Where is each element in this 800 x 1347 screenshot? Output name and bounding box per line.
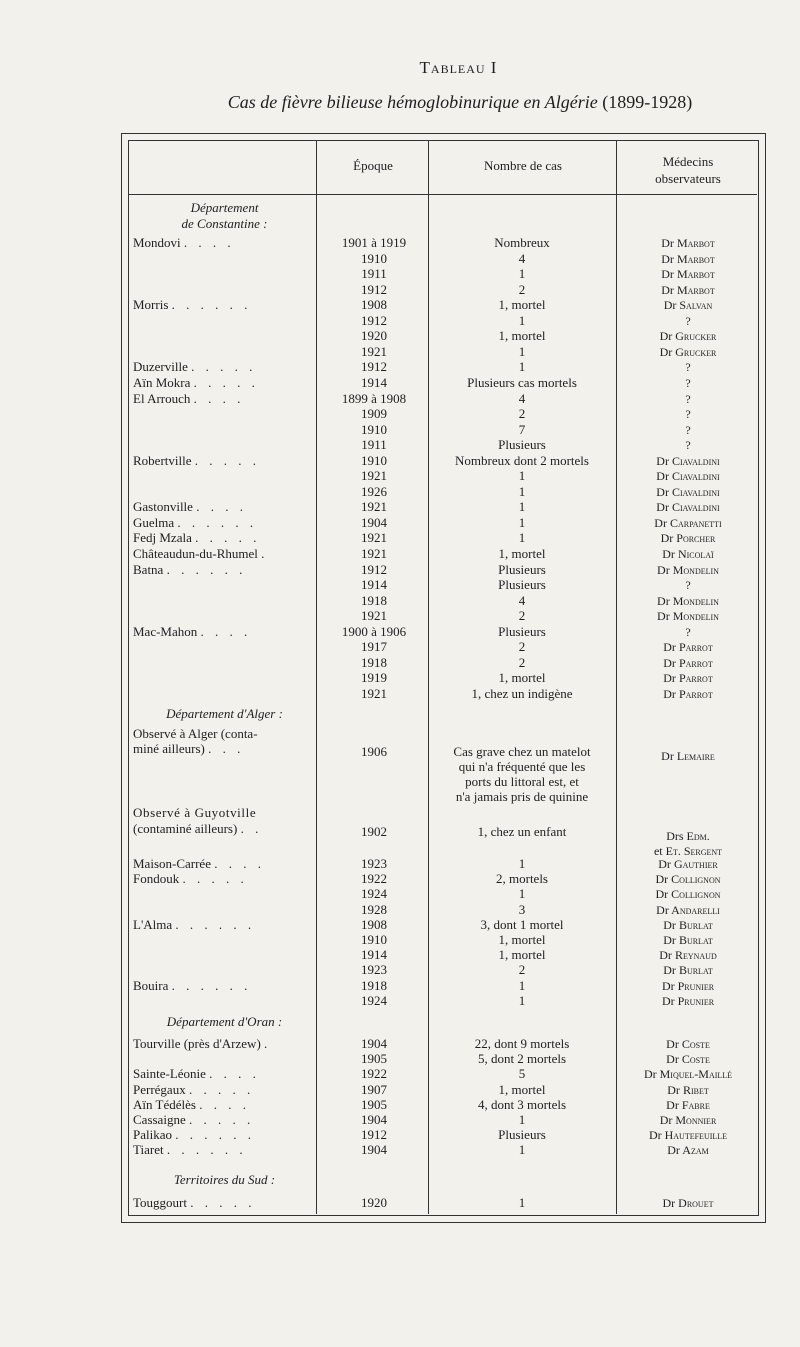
cell-lieu: Perrégaux . . . . . [133,1081,255,1097]
cell-medecin: Dr Grucker [659,344,717,359]
cell-lieu: Palikao . . . . . . [133,1127,255,1143]
table-title: Tableau I [419,58,498,77]
cell-medecin: Dr Collignon [655,887,721,902]
cell-epoque: 1904 [361,1142,387,1158]
cell-epoque: 1911 [361,437,387,453]
cell-medecin: ? [685,391,691,406]
leader-dots: . . . . [200,623,252,639]
cell-medecin: ? [685,407,691,422]
cell-epoque: 1923 [361,962,387,978]
header-medecins: Médecins observateurs [655,154,721,186]
cell-epoque: 1924 [361,992,387,1008]
cell-epoque: 1920 [361,328,387,344]
cell-epoque: 1908 [361,916,387,932]
cell-medecin: Dr Azam [667,1143,709,1158]
cell-nombre: 22, dont 9 mortels [474,1036,570,1051]
cell-medecin: Dr Ciavaldini [656,469,720,484]
cell-lieu: Tiaret . . . . . . [133,1142,247,1158]
table-subtitle: Cas de fièvre bilieuse hémoglobinurique en Algérie (1899-1928) [227,92,693,112]
cell-lieu: Gastonville . . . . [133,499,247,515]
cell-epoque: 1918 [361,977,387,993]
cell-epoque: 1904 [361,1036,387,1051]
cell-epoque: 1904 [361,1112,387,1127]
cell-epoque: 1914 [361,947,387,963]
cell-nombre: Plusieurs [498,623,546,639]
cell-epoque: 1901 à 1919 [341,235,407,250]
cell-lieu: Cassaigne . . . . . [133,1112,255,1127]
cell-medecin: Dr Mondelin [657,593,719,608]
cell-epoque: 1918 [361,592,387,608]
leader-dots: . . . . . [195,530,261,546]
leader-dots: . [264,1036,272,1051]
cell-medecin: Dr Hautefeuille [648,1128,728,1143]
cell-medecin: Dr Prunier [661,978,715,993]
cell-epoque: 1926 [361,483,387,499]
cell-medecin: Dr Lemaire [661,749,715,763]
cell-epoque: 1921 [361,468,387,484]
department-constantine: Département de Constantine : [181,200,268,231]
cell-epoque: 1899 à 1908 [341,390,407,406]
leader-dots: . . . . . . [175,916,256,932]
leader-dots: . . . . . [188,1112,255,1127]
cell-nombre: Nombreux [494,235,550,250]
cell-nombre: Nombreux dont 2 mortels [455,452,589,468]
cell-medecin: Dr Gauthier [658,857,718,871]
cell-epoque: 1908 [361,297,387,313]
cell-nombre: 1, mortel [498,328,546,344]
column-divider [616,141,617,1214]
cell-epoque: 1910 [361,421,387,437]
cell-epoque: 1912 [361,312,387,328]
cell-epoque: 1924 [361,886,387,902]
cell-medecin: Dr Parrot [663,671,713,686]
department-sud: Territoires du Sud : [173,1172,276,1187]
cell-nombre: 4 [518,250,526,266]
cell-medecin: ? [685,624,691,639]
cell-epoque: 1921 [361,685,387,701]
cell-epoque: 1905 [361,1051,387,1067]
cell-epoque: 1914 [361,577,387,593]
cell-medecin: Dr Marbot [661,251,715,266]
cell-lieu: Bouira . . . . . . [133,977,252,993]
leader-dots: . . . . . . [171,297,252,313]
cell-nombre: 1, mortel [498,1081,546,1097]
cell-nombre: 1 [518,359,526,375]
cell-medecin: Dr Mondelin [657,562,719,577]
cell-medecin: Dr Ciavaldini [656,500,720,515]
cell-medecin: Dr Mondelin [657,609,719,624]
cell-nombre: 1 [518,499,526,515]
cell-lieu: Robertville . . . . . [133,452,260,468]
cell-nombre: 3, dont 1 mortel [480,916,564,932]
cell-nombre: 7 [518,421,526,437]
leader-dots: . . . . [196,499,247,515]
leader-dots: . . [240,821,263,836]
cell-medecin: Dr Marbot [661,236,715,250]
cell-nombre: Cas grave chez un matelot [453,744,591,759]
cell-epoque: 1912 [361,561,387,577]
cell-nombre: Plusieurs [498,1127,546,1143]
header-epoque: Époque [353,158,393,173]
cell-epoque: 1920 [361,1195,387,1210]
cell-nombre: n'a jamais pris de quinine [455,789,589,804]
cell-nombre: Plusieurs cas mortels [467,374,577,390]
cell-lieu: Aïn Tédélès . . . . [133,1096,250,1112]
cell-medecin: Dr Coste [666,1037,710,1051]
header-divider [129,194,757,195]
cell-medecin: Drs Edm. [666,829,710,843]
cell-medecin: Dr Parrot [663,655,713,670]
cell-epoque: 1921 [361,499,387,515]
cell-epoque: 1912 [361,1127,387,1143]
cell-epoque: 1910 [361,452,387,468]
cell-epoque: 1917 [361,639,387,655]
leader-dots: . . . . . [193,374,259,390]
cell-lieu: Duzerville . . . . . [133,359,257,375]
cell-nombre: 1 [518,266,526,282]
cell-lieu: Mac-Mahon . . . . [133,623,252,639]
department-oran: Département d'Oran : [166,1014,283,1029]
cell-epoque: 1923 [361,856,387,871]
cell-epoque: 1900 à 1906 [341,623,407,639]
cell-nombre: 2 [518,608,526,624]
cell-medecin: Dr Fabre [666,1097,710,1112]
header-nombre: Nombre de cas [484,158,562,173]
cell-lieu: (contaminé ailleurs) . . [133,821,263,836]
cell-nombre: 2, mortels [496,871,548,887]
cell-nombre: 5 [518,1066,526,1082]
cell-nombre: Plusieurs [498,561,546,577]
cell-lieu: miné ailleurs) . . . [133,741,245,756]
cell-nombre: 3 [518,901,526,917]
cell-lieu: Fedj Mzala . . . . . [133,530,261,546]
leader-dots: . . . . . . [171,977,252,993]
cell-epoque: 1928 [361,901,387,917]
leader-dots: . . . . [193,390,245,406]
cell-lieu: Batna . . . . . . [133,561,247,577]
cell-medecin: Dr Salvan [663,298,713,313]
cell-medecin: Dr Burlat [663,933,713,947]
cell-medecin: Dr Marbot [661,282,715,297]
leader-dots: . . . . . . [177,514,258,530]
cell-epoque: 1911 [361,266,387,282]
cell-epoque: 1909 [361,406,387,422]
cell-lieu: L'Alma . . . . . . [133,916,256,932]
cell-nombre: 2 [518,654,526,670]
cell-nombre: Plusieurs [498,437,546,453]
leader-dots: . . . . . . [166,561,247,577]
leader-dots: . . . . [199,1096,250,1112]
cell-nombre: 2 [518,406,526,422]
cell-lieu: Observé à Alger (conta- [133,726,258,741]
cell-epoque: 1907 [361,1081,387,1097]
cell-nombre: Plusieurs [498,577,546,593]
cell-medecin: Dr Marbot [661,267,715,282]
cell-medecin: Dr Parrot [663,640,713,655]
cell-medecin: ? [685,422,691,437]
leader-dots: . . . . [183,235,235,250]
cell-medecin: Dr Collignon [655,872,721,887]
leader-dots: . . . . . [190,1195,256,1210]
cell-epoque: 1912 [361,281,387,297]
cell-epoque: 1919 [361,670,387,686]
cell-epoque: 1904 [361,514,387,530]
cell-nombre: 1 [518,1142,526,1158]
cell-nombre: 1, mortel [498,947,546,963]
cell-nombre: 2 [518,962,526,978]
leader-dots: . . . . [209,1066,260,1082]
cell-medecin: Dr Nicolaï [662,547,714,561]
cell-nombre: 2 [518,281,526,297]
cell-nombre: 1, chez un indigène [471,685,573,701]
cell-epoque: 1905 [361,1096,387,1112]
cell-medecin: Dr Prunier [661,993,715,1008]
cell-lieu: Guelma . . . . . . [133,514,258,530]
cell-epoque: 1914 [361,374,387,390]
cell-epoque: 1922 [361,871,387,887]
leader-dots: . . . . . [182,871,248,887]
cell-nombre: 1 [518,856,526,871]
cell-medecin: Dr Ciavaldini [656,453,720,468]
cell-nombre: 1 [518,886,526,902]
leader-dots: . . . . [214,856,265,871]
cell-medecin: Dr Burlat [663,917,713,932]
cell-nombre: 1, mortel [498,297,546,313]
cell-lieu: Morris . . . . . . [133,297,252,313]
cell-medecin: Dr Miquel-Maillé [643,1067,733,1082]
cell-medecin: Dr Andarelli [656,902,720,917]
cell-epoque: 1922 [361,1066,387,1082]
cell-epoque: 1910 [361,250,387,266]
leader-dots: . . . . . [188,1081,255,1097]
cell-nombre: 1 [518,343,526,359]
cell-nombre: 4, dont 3 mortels [477,1096,567,1112]
cell-nombre: 5, dont 2 mortels [477,1051,567,1067]
cell-lieu: Observé à Guyotville [133,805,257,820]
leader-dots: . . . . . . [175,1127,255,1143]
cell-medecin: ? [685,578,691,593]
cell-medecin: Dr Porcher [660,531,716,546]
cell-nombre: 1, mortel [498,546,546,561]
cell-medecin: ? [685,313,691,328]
cell-medecin: Dr Grucker [659,329,717,344]
cell-epoque: 1921 [361,608,387,624]
cell-nombre: 1 [518,1112,526,1127]
cell-nombre: 4 [518,390,526,406]
cell-medecin: Dr Coste [666,1052,710,1067]
cell-nombre: 1 [518,483,526,499]
cell-medecin: Dr Burlat [663,963,713,978]
department-alger: Département d'Alger : [166,706,283,721]
cell-nombre: 1 [518,312,526,328]
cell-nombre: 1 [518,468,526,484]
cell-lieu: El Arrouch . . . . [133,390,245,406]
cell-nombre: 1, mortel [498,670,546,686]
cell-lieu: Touggourt . . . . . [133,1195,256,1210]
cell-nombre: 1 [518,992,526,1008]
cell-lieu: Maison-Carrée . . . . [133,856,265,871]
cell-lieu: Mondovi . . . . [133,235,235,250]
cell-medecin: Dr Ribet [667,1082,709,1097]
cell-medecin: Dr Ciavaldini [656,484,720,499]
cell-nombre: 2 [518,639,526,655]
cell-nombre: 1, mortel [498,932,546,947]
cell-medecin: Dr Drouet [662,1196,714,1210]
cell-nombre: 1 [518,1195,526,1210]
cell-epoque: 1912 [361,359,387,375]
cell-medecin: ? [685,438,691,453]
cell-epoque: 1921 [361,343,387,359]
leader-dots: . . . . . [194,452,260,468]
cell-lieu: Châteaudun-du-Rhumel . [133,546,269,561]
cell-lieu: Aïn Mokra . . . . . [133,374,259,390]
cell-epoque: 1921 [361,546,387,561]
cell-nombre: 1 [518,977,526,993]
cell-epoque: 1906 [361,744,387,759]
cell-medecin: Dr Reynaud [659,948,717,963]
cell-medecin: Dr Parrot [663,686,713,701]
cell-lieu: Sainte-Léonie . . . . [133,1066,260,1082]
cell-lieu: Tourville (près d'Arzew) . [133,1036,272,1051]
cell-medecin: et Et. Sergent [653,844,723,858]
leader-dots: . . . . . [191,359,257,375]
cell-nombre: 1 [518,514,526,530]
cell-nombre: ports du littoral est, et [465,774,579,789]
cell-medecin: ? [685,375,691,390]
cell-medecin: Dr Carpanetti [654,515,722,530]
cell-epoque: 1918 [361,654,387,670]
cell-medecin: ? [685,360,691,375]
cell-medecin: Dr Monnier [659,1113,717,1127]
cell-nombre: qui n'a fréquenté que les [458,759,586,774]
column-divider [316,141,317,1214]
cell-epoque: 1921 [361,530,387,546]
leader-dots: . . . . . . [166,1142,247,1158]
leader-dots: . . . [208,741,245,756]
cell-nombre: 1 [518,530,526,546]
leader-dots: . [261,546,269,561]
cell-epoque: 1902 [361,824,387,839]
cell-lieu: Fondouk . . . . . [133,871,248,887]
cell-nombre: 1, chez un enfant [477,824,567,839]
cell-epoque: 1910 [361,932,387,947]
cell-nombre: 4 [518,592,526,608]
